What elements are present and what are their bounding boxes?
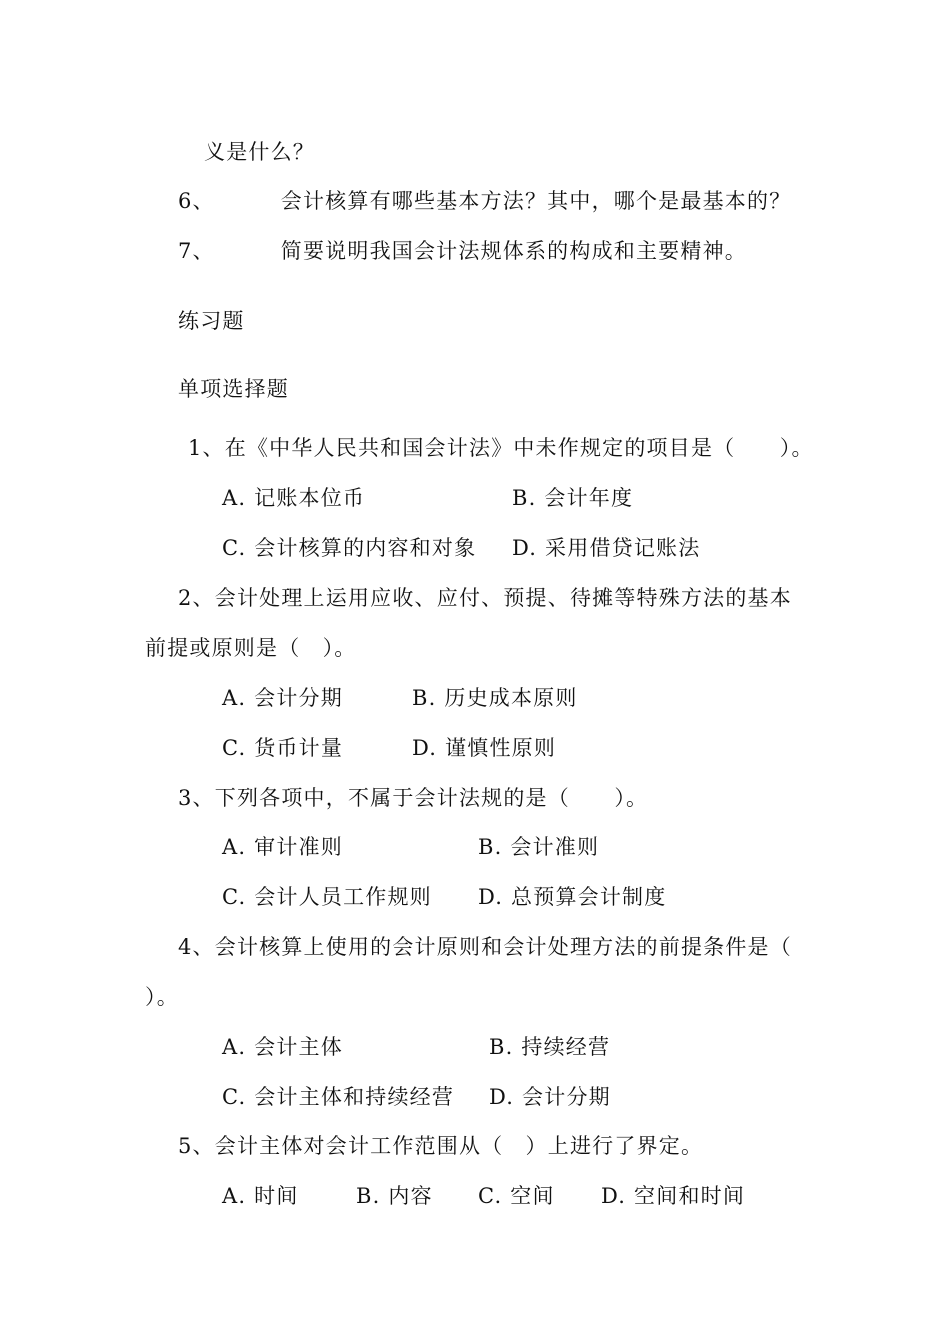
section-title: 练习题 bbox=[178, 309, 245, 333]
question-5-option-b: B. 内容 bbox=[356, 1184, 433, 1208]
question-4-option-a: A. 会计主体 bbox=[222, 1035, 343, 1059]
question-4-stem: 4、会计核算上使用的会计原则和会计处理方法的前提条件是（ bbox=[178, 935, 792, 959]
question-1-option-d: D. 采用借贷记账法 bbox=[512, 536, 701, 560]
question-2-stem-continuation: 前提或原则是（ ）。 bbox=[145, 636, 357, 660]
question-3-stem: 3、下列各项中，不属于会计法规的是（ ）。 bbox=[178, 786, 649, 810]
question-4-option-c: C. 会计主体和持续经营 bbox=[222, 1085, 455, 1109]
review-number: 7、 bbox=[178, 239, 215, 263]
question-2-option-a: A. 会计分期 bbox=[222, 686, 343, 710]
question-3-option-b: B. 会计准则 bbox=[478, 835, 600, 859]
question-4-option-b: B. 持续经营 bbox=[489, 1035, 611, 1059]
question-1-option-a: A. 记账本位币 bbox=[222, 486, 366, 510]
review-text: 简要说明我国会计法规体系的构成和主要精神。 bbox=[280, 239, 747, 263]
review-question-6 bbox=[178, 187, 791, 215]
review-number: 6、 bbox=[178, 189, 215, 213]
question-3-option-a: A. 审计准则 bbox=[222, 835, 343, 859]
question-5-option-d: D. 空间和时间 bbox=[601, 1184, 746, 1208]
question-2-option-b: B. 历史成本原则 bbox=[412, 686, 578, 710]
question-2-option-c: C. 货币计量 bbox=[222, 736, 344, 760]
review-text: 会计核算有哪些基本方法？其中，哪个是最基本的？ bbox=[280, 189, 792, 213]
question-1-option-b: B. 会计年度 bbox=[512, 486, 634, 510]
subsection-title: 单项选择题 bbox=[178, 377, 289, 401]
question-2-stem: 2、会计处理上运用应收、应付、预提、待摊等特殊方法的基本 bbox=[178, 586, 792, 610]
question-5-option-c: C. 空间 bbox=[478, 1184, 555, 1208]
question-3-option-d: D. 总预算会计制度 bbox=[478, 885, 667, 909]
review-question-7 bbox=[178, 237, 747, 265]
question-3-option-c: C. 会计人员工作规则 bbox=[222, 885, 432, 909]
question-5-option-a: A. 时间 bbox=[222, 1184, 299, 1208]
question-1-option-c: C. 会计核算的内容和对象 bbox=[222, 536, 477, 560]
question-1-stem: 1、在《中华人民共和国会计法》中未作规定的项目是（ ）。 bbox=[188, 436, 814, 460]
question-5-stem: 5、会计主体对会计工作范围从（ ）上进行了界定。 bbox=[178, 1134, 704, 1158]
question-4-option-d: D. 会计分期 bbox=[489, 1085, 611, 1109]
question-4-stem-continuation: ）。 bbox=[145, 985, 179, 1009]
continuation-line: 义是什么？ bbox=[204, 140, 315, 164]
question-2-option-d: D. 谨慎性原则 bbox=[412, 736, 557, 760]
